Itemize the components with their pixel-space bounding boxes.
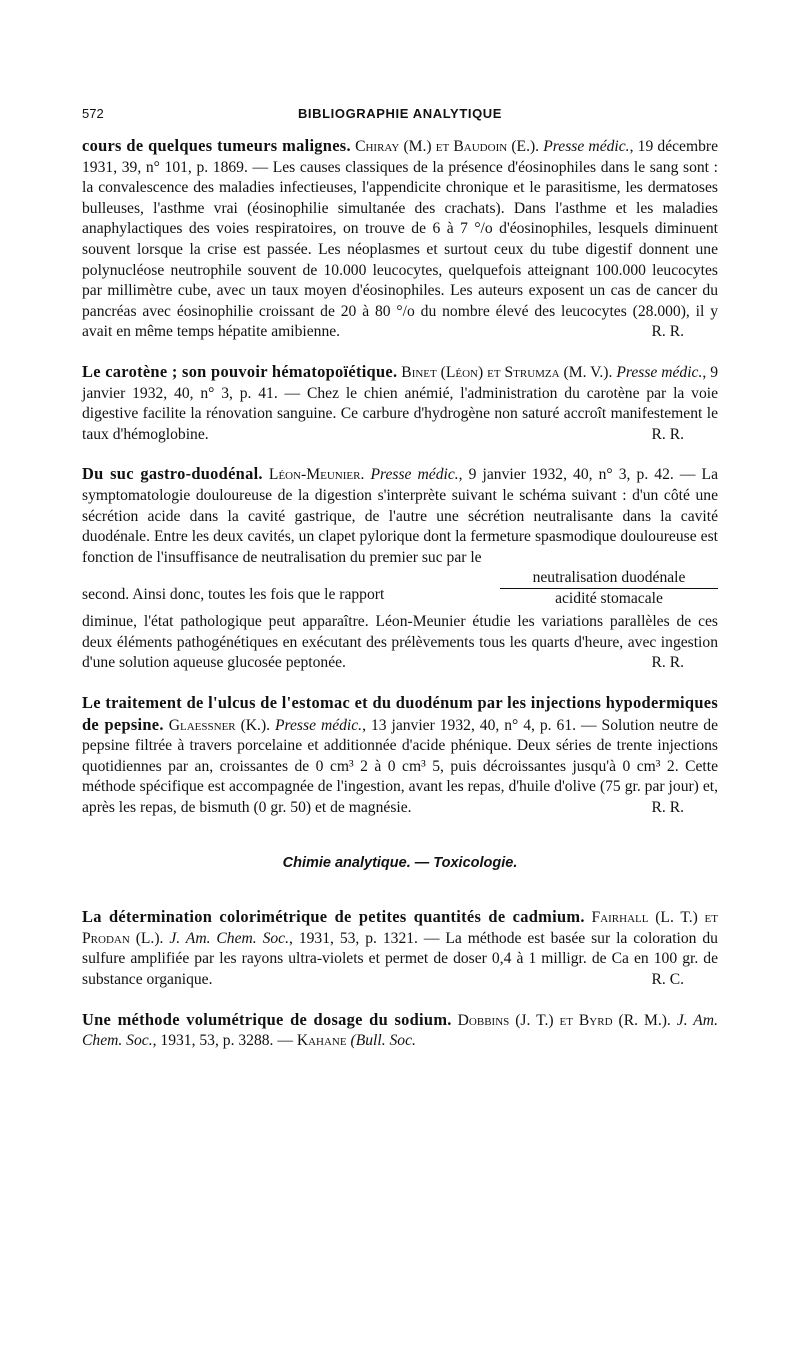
entry-title: Le carotène ; son pouvoir hématopoïétique. xyxy=(82,361,398,381)
entry-journal: Presse médic. xyxy=(543,138,630,155)
entry-signature: R. R. xyxy=(651,654,684,672)
entry-journal-secondary: (Bull. Soc. xyxy=(350,1032,416,1050)
abstract-entry xyxy=(82,464,718,674)
fraction xyxy=(500,568,718,609)
entry-journal: Presse médic. xyxy=(616,363,703,381)
entry-title: La détermination colorimétrique de petites quantités de cadmium. xyxy=(82,907,585,927)
entry-title: Du suc gastro-duodénal. xyxy=(82,464,263,484)
abstract-entry xyxy=(82,362,718,445)
entry-body: — Les causes classiques de la présence d'éosinophiles dans le sang sont : la convalescence des maladies infectieuses, l'appendicite chronique et le parasitisme, les dermatoses bulleuses, l'asthme vrai (éosinophilie simultanée des crachats). Dans l'asthme et les maladies anaphylactiques des voies respiratoires, on trouve de 6 à 7 °/o d'éosinophiles, lesquels diminuent souvent lorsque la crise est passée. Les néoplasmes et surtout ceux du tube digestif donnent une polynucléose neutrophile souvent de 10.000 leucocytes, quelquefois atteignant 100.000 leucocytes par millimètre cube, avec un taux moyen d'éosinophiles. Les auteurs exposent un cas de cancer du pancréas avec éosinophilie croissant de 20 à 80 °/o du nombre élevé des leucocytes (28.000), il y avait en même temps hépatite amibienne. xyxy=(82,158,718,341)
entry-title: Le traitement de l'ulcus de l'estomac et du duodénum par les injections hypodermiques de pepsine. xyxy=(82,693,718,734)
entry-citation: , 9 janvier 1932, 40, n° 3, p. 42. xyxy=(458,466,674,484)
entry-citation: , 1931, 53, p. 3288. — xyxy=(152,1032,297,1050)
entry-authors: Dobbins (J. T.) et Byrd (R. M.). xyxy=(457,1011,671,1029)
entry-authors: Binet (Léon) et Strumza (M. V.). xyxy=(401,363,613,381)
running-head xyxy=(82,104,718,126)
entry-citation: , 1931, 53, p. 1321. xyxy=(289,929,418,947)
ratio-formula xyxy=(82,568,718,612)
entry-authors: Glaessner (K.). xyxy=(168,716,271,734)
abstract-entry xyxy=(82,693,718,819)
entry-journal: J. Am. Chem. Soc. xyxy=(169,929,290,947)
entry-citation: , 13 janvier 1932, 40, n° 4, p. 61. xyxy=(362,716,577,734)
entry-journal: Presse médic. xyxy=(275,716,363,734)
entry-title: cours de quelques tumeurs malignes. xyxy=(82,136,351,155)
fraction-denominator: acidité stomacale xyxy=(555,590,663,608)
entry-authors: Fairhall (L. T.) et Prodan (L.). xyxy=(82,909,718,947)
entry-journal: J. Am. Chem. Soc. xyxy=(82,1011,718,1050)
entry-signature: R. R. xyxy=(651,799,684,817)
page-number: 572 xyxy=(82,106,104,121)
entry-signature: R. R. xyxy=(651,323,684,341)
page xyxy=(82,104,718,1071)
entry-body: — La méthode est basée sur la coloration du sulfure amplifiée par les rayons ultra-violets et permet de doser 0,4 à 1 milligr. de Ca en 100 gr. de substance organique. xyxy=(82,929,718,988)
abstract-entry xyxy=(82,1010,718,1052)
entry-signature: R. R. xyxy=(651,425,684,443)
entry-title: Une méthode volumétrique de dosage du sodium. xyxy=(82,1009,452,1029)
section-heading: Chimie analytique. — Toxicologie. xyxy=(282,854,518,871)
abstract-entry xyxy=(82,136,718,343)
entry-body-continued: diminue, l'état pathologique peut apparaître. Léon-Meunier étudie les variations parallèles de ces deux éléments pathogénétiques en exécutant des prélèvements tous les quarts d'heure, avec ingestion d'une solution aqueuse glucosée peptonée. xyxy=(82,613,718,672)
entry-citation: , 19 décembre 1931, 39, n° 101, p. 1869. xyxy=(82,138,719,176)
entry-journal: Presse médic. xyxy=(370,466,459,484)
entry-authors-secondary: Kahane xyxy=(296,1032,347,1050)
ratio-lead-text: second. Ainsi donc, toutes les fois que le rapport xyxy=(82,586,385,604)
entry-body: — Chez le chien anémié, l'administration du carotène par la voie digestive facilite la rénovation sanguine. Ce carbure d'hydrogène non saturé accroît manifestement le taux d'hémoglobine. xyxy=(82,384,718,443)
entry-authors: Léon-Meunier. xyxy=(268,466,365,484)
running-title: BIBLIOGRAPHIE ANALYTIQUE xyxy=(297,106,503,121)
entry-body: — Solution neutre de pepsine filtrée à travers porcelaine et additionnée d'acide phénique. Deux séries de trente injections quotidiennes par an, croissantes de 0 cm³ 2 à 0 cm³ 5, puis décroissantes jusqu'à 0 cm³ 2. Cette méthode spécifique est accompagnée de l'ingestion, avant les repas, d'huile d'olive (75 gr. par jour) et, après les repas, de bismuth (0 gr. 50) et de magnésie. xyxy=(82,716,719,817)
entry-body: — La symptomatologie douloureuse de la digestion s'interprète suivant le schéma suivant : d'un côté une sécrétion acide dans la cavité gastrique, de l'autre une sécrétion neutralisante dans la cavité duodénale. Entre les deux cavités, un clapet pylorique dont la fermeture spasmodique douloureuse est fonction de l'insuffisance de neutralisation du premier suc par le xyxy=(82,466,719,566)
entry-authors: Chiray (M.) et Baudoin (E.). xyxy=(355,138,540,155)
entry-signature: R. C. xyxy=(651,971,684,988)
entry-citation: , 9 janvier 1932, 40, n° 3, p. 41. xyxy=(82,363,718,402)
fraction-numerator: neutralisation duodénale xyxy=(500,568,718,589)
abstract-entry xyxy=(82,907,718,990)
